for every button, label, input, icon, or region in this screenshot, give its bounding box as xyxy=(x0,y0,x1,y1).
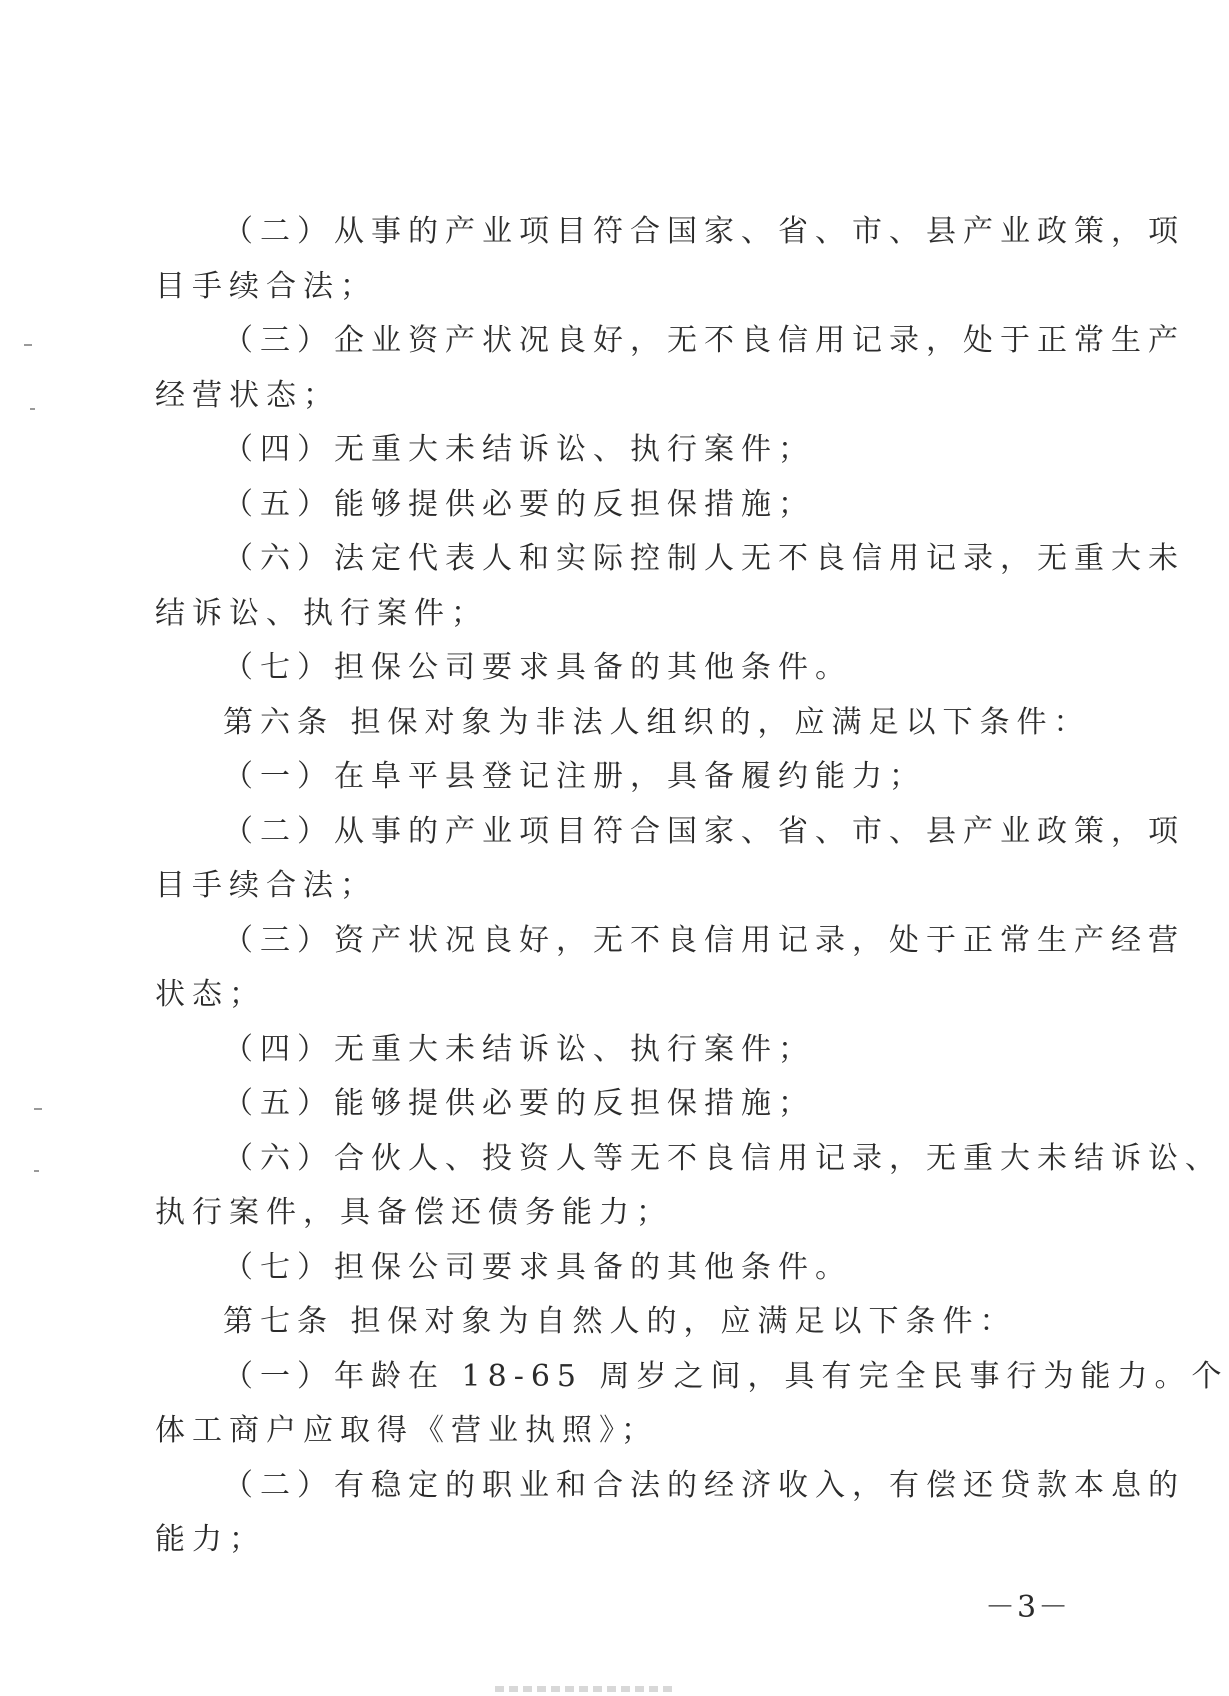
document-line: （六）合伙人、投资人等无不良信用记录，无重大未结诉讼、 xyxy=(223,1140,1222,1176)
document-line: 目手续合法； xyxy=(155,868,377,903)
document-line: （七）担保公司要求具备的其他条件。 xyxy=(223,1249,852,1285)
document-body xyxy=(155,205,1229,1568)
scan-speck xyxy=(30,408,35,410)
document-line: 第七条 担保对象为自然人的，应满足以下条件： xyxy=(223,1304,1017,1339)
document-line: 状态； xyxy=(155,977,266,1012)
scan-speck xyxy=(34,1108,42,1110)
page-number: －3－ xyxy=(985,1590,1071,1625)
document-line: （二）有稳定的职业和合法的经济收入，有偿还贷款本息的 xyxy=(223,1467,1185,1503)
document-line: （二）从事的产业项目符合国家、省、市、县产业政策，项 xyxy=(223,813,1185,849)
document-line: （二）从事的产业项目符合国家、省、市、县产业政策，项 xyxy=(223,214,1185,249)
document-line: 目手续合法； xyxy=(155,268,377,304)
document-line: （四）无重大未结诉讼、执行案件； xyxy=(223,432,815,467)
document-line: 体工商户应取得《营业执照》； xyxy=(155,1413,658,1448)
document-line: （七）担保公司要求具备的其他条件。 xyxy=(223,650,852,685)
document-line: （一）在阜平县登记注册，具备履约能力； xyxy=(223,759,926,794)
document-line: 结诉讼、执行案件； xyxy=(155,595,488,631)
document-line: 能力； xyxy=(155,1522,266,1557)
document-line: （五）能够提供必要的反担保措施； xyxy=(223,1086,815,1121)
document-line: （一）年龄在 18-65 周岁之间，具有完全民事行为能力。个 xyxy=(223,1358,1229,1394)
document-line: （六）法定代表人和实际控制人无不良信用记录，无重大未 xyxy=(223,541,1185,576)
bleed-through-marks xyxy=(495,1686,675,1692)
document-line: （四）无重大未结诉讼、执行案件； xyxy=(223,1031,815,1067)
document-line: 经营状态； xyxy=(155,377,340,413)
document-line: （三）企业资产状况良好，无不良信用记录，处于正常生产 xyxy=(223,323,1185,358)
document-line: （三）资产状况良好，无不良信用记录，处于正常生产经营 xyxy=(223,922,1185,958)
scan-speck xyxy=(34,1170,39,1172)
document-line: （五）能够提供必要的反担保措施； xyxy=(223,486,815,522)
document-line: 执行案件，具备偿还债务能力； xyxy=(155,1195,673,1230)
document-line: 第六条 担保对象为非法人组织的，应满足以下条件： xyxy=(223,704,1091,740)
scan-speck xyxy=(24,344,32,346)
